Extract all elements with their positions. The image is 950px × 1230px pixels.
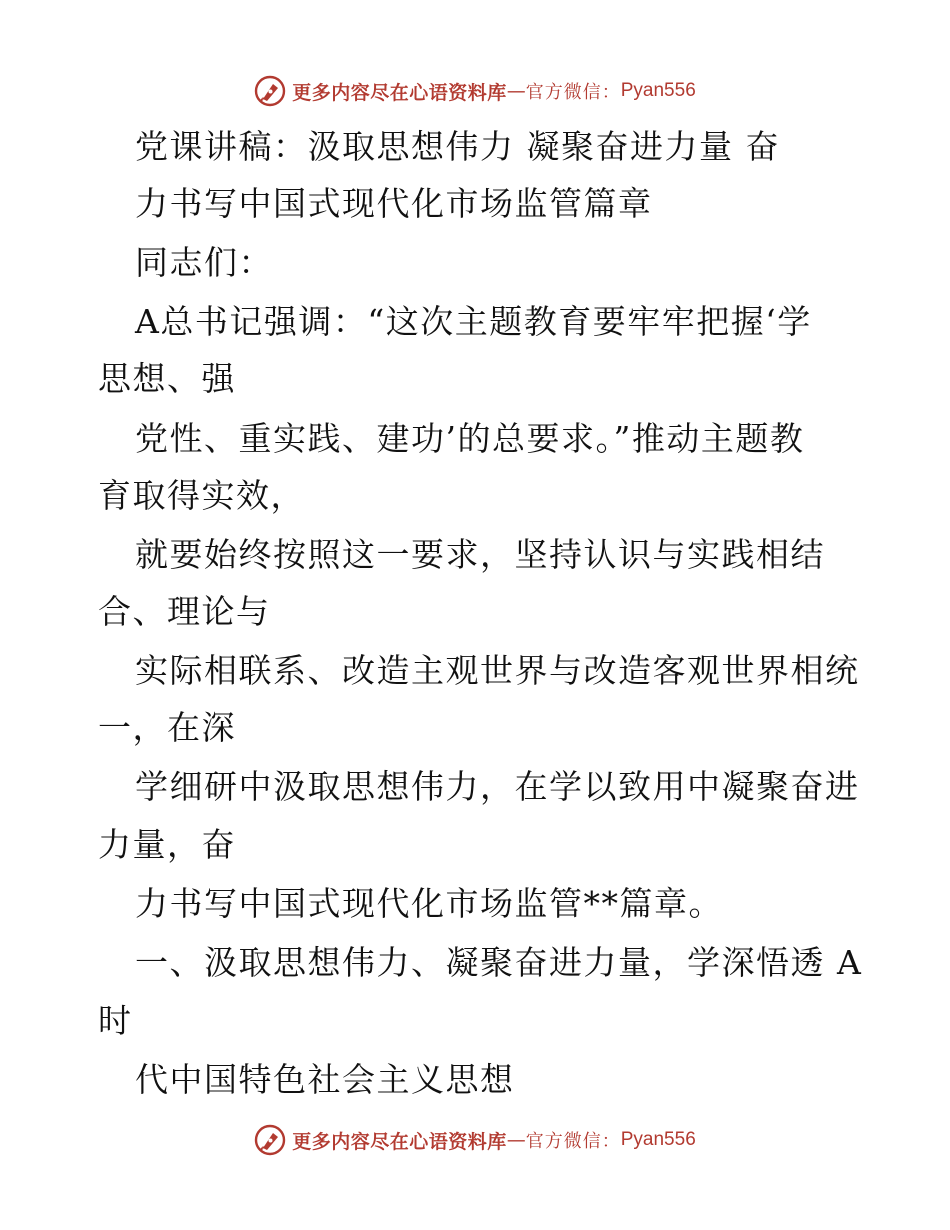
- paragraph-line: 就要始终按照这一要求，坚持认识与实践相结: [135, 535, 825, 574]
- banner-wechat-label: 官方微信：: [525, 82, 621, 103]
- section-heading-line: 一、汲取思想伟力、凝聚奋进力量，学深悟透 A: [135, 943, 863, 982]
- section-heading-line: 代中国特色社会主义思想: [135, 1060, 515, 1099]
- banner-dash: —: [506, 80, 526, 102]
- banner-wechat-id: Pyan556: [620, 80, 696, 101]
- banner-wechat-id: Pyan556: [620, 1129, 696, 1150]
- footer-banner: [0, 1120, 950, 1160]
- paragraph-line: 力书写中国式现代化市场监管**篇章。: [135, 884, 723, 923]
- paragraph-line: 力量，奋: [98, 825, 236, 864]
- banner-dash: —: [506, 1129, 526, 1151]
- section-heading-line: 时: [98, 1001, 133, 1040]
- paragraph-line: 合、理论与: [98, 592, 271, 631]
- paragraph-line: 学细研中汲取思想伟力，在学以致用中凝聚奋进: [135, 767, 860, 806]
- doc-title-line-1: 党课讲稿：汲取思想伟力 凝聚奋进力量 奋: [135, 127, 780, 166]
- paragraph-line: 一，在深: [98, 708, 236, 747]
- banner-site-name: 更多内容尽在心语资料库: [292, 1130, 507, 1153]
- banner-site-name: 更多内容尽在心语资料库: [292, 81, 507, 104]
- paragraph-line: 思想、强: [98, 359, 236, 398]
- paragraph-line: 党性、重实践、建功’的总要求。”推动主题教: [135, 419, 805, 458]
- banner-wechat-label: 官方微信：: [525, 1131, 621, 1152]
- pen-nib-logo-icon: [254, 75, 286, 107]
- paragraph-line: 实际相联系、改造主观世界与改造客观世界相统: [135, 651, 860, 690]
- pen-nib-logo-icon: [254, 1124, 286, 1156]
- paragraph-line: A总书记强调：“这次主题教育要牢牢把握‘学: [135, 302, 812, 341]
- salutation: 同志们：: [135, 243, 273, 282]
- paragraph-line: 育取得实效，: [98, 476, 305, 515]
- header-banner: [0, 71, 950, 111]
- doc-title-line-2: 力书写中国式现代化市场监管篇章: [135, 184, 653, 223]
